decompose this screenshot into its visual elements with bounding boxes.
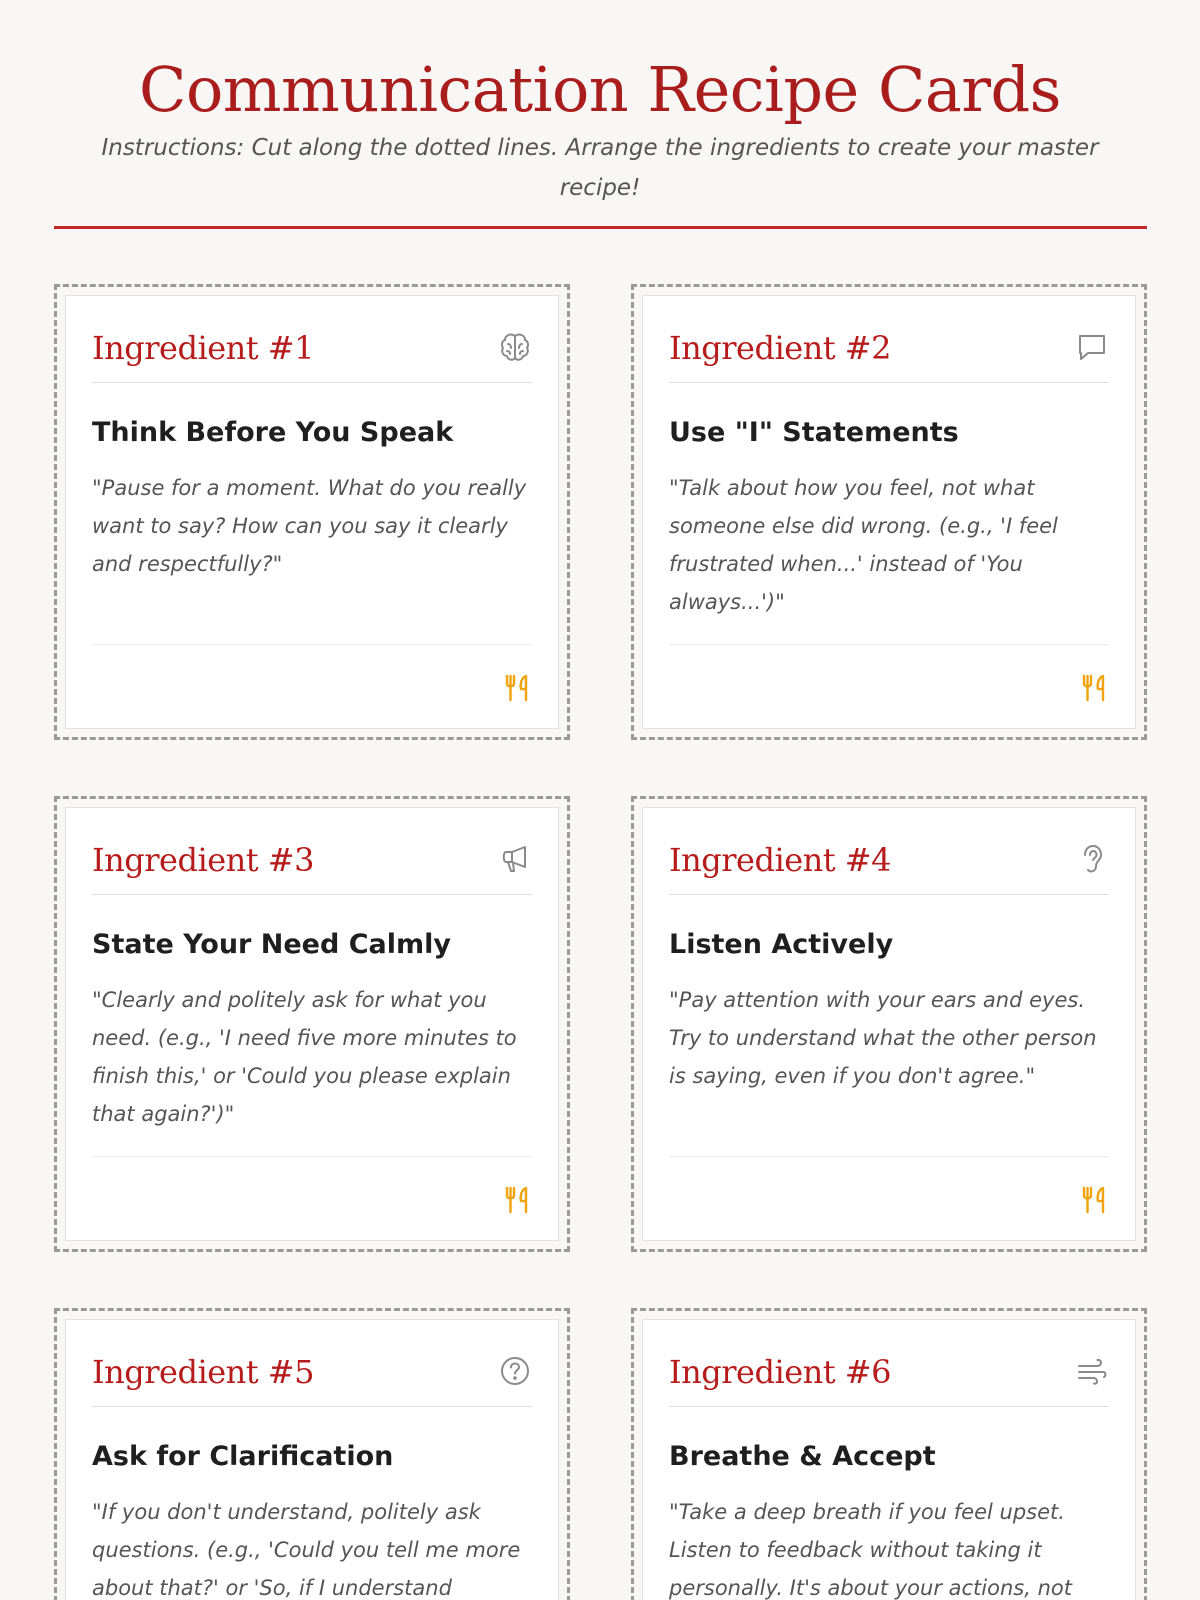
card-number: Ingredient #6 bbox=[669, 1353, 891, 1391]
card-header bbox=[92, 834, 532, 895]
card-header bbox=[92, 1346, 532, 1407]
speech-bubble-icon bbox=[1075, 330, 1109, 364]
card-header bbox=[669, 322, 1109, 383]
card-title: Breathe & Accept bbox=[669, 1441, 936, 1472]
cut-frame-4 bbox=[631, 796, 1147, 1252]
cut-frame-6 bbox=[631, 1308, 1147, 1600]
card-header bbox=[669, 834, 1109, 895]
card-description: "Clearly and politely ask for what you need. (e.g., 'I need five more minutes to finish this,' or 'Could you please explain that again?')" bbox=[92, 988, 517, 1126]
utensils-icon bbox=[504, 1185, 532, 1215]
card-description: "If you don't understand, politely ask questions. (e.g., 'Could you tell me more about that?' or 'So, if I understand bbox=[92, 1500, 521, 1600]
card-footer bbox=[669, 1156, 1109, 1237]
page-title: Communication Recipe Cards bbox=[139, 53, 1061, 126]
utensils-icon bbox=[1081, 1185, 1109, 1215]
cut-frame-1 bbox=[54, 284, 570, 740]
card-footer bbox=[669, 644, 1109, 725]
cut-frame-5 bbox=[54, 1308, 570, 1600]
card-header bbox=[669, 1346, 1109, 1407]
card-title: Think Before You Speak bbox=[92, 417, 454, 448]
question-circle-icon bbox=[498, 1354, 532, 1388]
recipe-card-3 bbox=[65, 807, 559, 1241]
header-divider bbox=[54, 226, 1147, 229]
megaphone-icon bbox=[498, 842, 532, 876]
page-header bbox=[54, 0, 1146, 208]
cut-frame-2 bbox=[631, 284, 1147, 740]
card-number: Ingredient #5 bbox=[92, 1353, 314, 1391]
recipe-card-2 bbox=[642, 295, 1136, 729]
card-number: Ingredient #1 bbox=[92, 329, 314, 367]
ear-icon bbox=[1075, 842, 1109, 876]
recipe-card-6 bbox=[642, 1319, 1136, 1600]
card-footer bbox=[92, 644, 532, 725]
card-footer bbox=[92, 1156, 532, 1237]
recipe-card-1 bbox=[65, 295, 559, 729]
card-number: Ingredient #4 bbox=[669, 841, 891, 879]
instructions-text: Instructions: Cut along the dotted lines. Arrange the ingredients to create your master recipe! bbox=[101, 135, 1099, 201]
card-description: "Pause for a moment. What do you really want to say? How can you say it clearly and respectfully?" bbox=[92, 476, 527, 576]
cut-frame-3 bbox=[54, 796, 570, 1252]
card-header bbox=[92, 322, 532, 383]
card-title: Listen Actively bbox=[669, 929, 894, 960]
card-number: Ingredient #3 bbox=[92, 841, 314, 879]
brain-icon bbox=[498, 330, 532, 364]
recipe-card-5 bbox=[65, 1319, 559, 1600]
card-description: "Pay attention with your ears and eyes. Try to understand what the other person is saying, even if you don't agree." bbox=[669, 988, 1097, 1088]
card-number: Ingredient #2 bbox=[669, 329, 891, 367]
utensils-icon bbox=[504, 673, 532, 703]
card-title: State Your Need Calmly bbox=[92, 929, 451, 960]
card-title: Ask for Clarification bbox=[92, 1441, 394, 1472]
card-description: "Talk about how you feel, not what someone else did wrong. (e.g., 'I feel frustrated when...' instead of 'You always...')" bbox=[669, 476, 1058, 614]
card-title: Use "I" Statements bbox=[669, 417, 959, 448]
utensils-icon bbox=[1081, 673, 1109, 703]
card-description: "Take a deep breath if you feel upset. Listen to feedback without taking it personally. It's about your actions, not bbox=[669, 1500, 1072, 1600]
recipe-card-4 bbox=[642, 807, 1136, 1241]
wind-icon bbox=[1075, 1354, 1109, 1388]
